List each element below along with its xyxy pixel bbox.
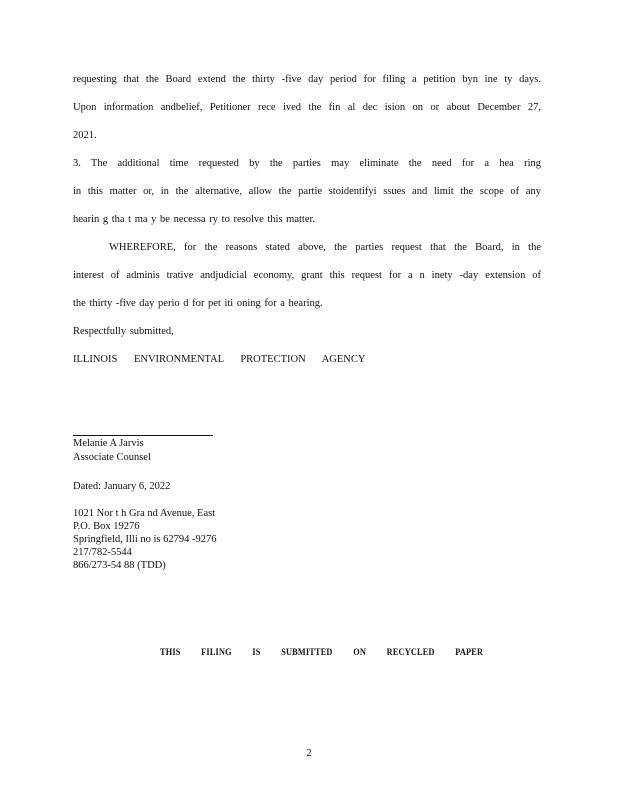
signer-title: Associate Counsel bbox=[73, 452, 151, 463]
wherefore-line-1: WHEREFORE, for the reasons stated above, the parties request that the Board, in the bbox=[109, 242, 541, 253]
wherefore-line-2: interest of adminis trative andjudicial economy, grant this request for a n inety -day extension of bbox=[73, 270, 541, 281]
address-po-box: P.O. Box 19276 bbox=[73, 521, 140, 532]
body-line-1: requesting that the Board extend the thirty -five day period for filing a petition byn ine ty days. bbox=[73, 74, 541, 85]
address-street: 1021 Nor t h Gra nd Avenue, East bbox=[73, 508, 216, 519]
body-line-3: 2021. bbox=[73, 130, 97, 141]
signature-line bbox=[73, 435, 213, 436]
address-tdd: 866/273-54 88 (TDD) bbox=[73, 560, 166, 571]
paragraph-3-line-2: in this matter or, in the alternative, allow the partie stoidentifyi ssues and limit the scope of any bbox=[73, 186, 541, 197]
wherefore-line-3: the thirty -five day perio d for pet iti oning for a hearing. bbox=[73, 298, 323, 309]
agency-name: ILLINOIS ENVIRONMENTAL PROTECTION AGENCY bbox=[73, 354, 366, 365]
recycled-paper-note: THIS FILING IS SUBMITTED ON RECYCLED PAPER bbox=[160, 647, 484, 657]
body-line-2: Upon information andbelief, Petitioner rece ived the fin al dec ision on or about December 27, bbox=[73, 102, 541, 113]
signer-name: Melanie A Jarvis bbox=[73, 438, 144, 449]
dated: Dated: January 6, 2022 bbox=[73, 481, 171, 492]
address-city: Springfield, Illi no is 62794 -9276 bbox=[73, 534, 217, 545]
page-number: 2 bbox=[306, 748, 312, 759]
address-phone: 217/782-5544 bbox=[73, 547, 132, 558]
paragraph-3-line-3: hearin g tha t ma y be necessa ry to resolve this matter. bbox=[73, 214, 316, 225]
paragraph-3-line-1: 3. The additional time requested by the parties may eliminate the need for a hea ring bbox=[73, 158, 541, 169]
closing: Respectfully submitted, bbox=[73, 326, 174, 337]
